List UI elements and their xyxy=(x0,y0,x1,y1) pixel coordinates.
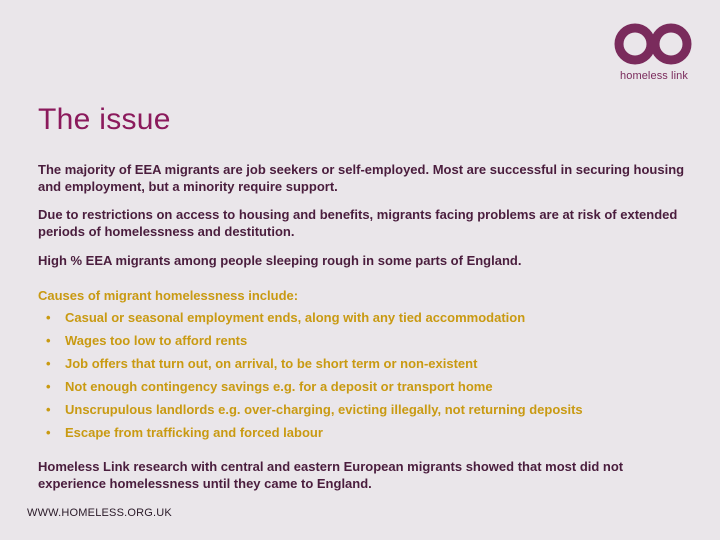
list-item-text: Not enough contingency savings e.g. for a deposit or transport home xyxy=(65,379,493,394)
list-item xyxy=(38,401,688,424)
list-item xyxy=(38,309,688,332)
list-item xyxy=(38,332,688,355)
footer-url[interactable]: WWW.HOMELESS.ORG.UK xyxy=(27,507,172,519)
list-item-text: Wages too low to afford rents xyxy=(65,333,248,348)
causes-heading: Causes of migrant homelessness include: xyxy=(38,288,299,303)
bullet-icon: • xyxy=(46,356,51,371)
page-title: The issue xyxy=(38,103,171,136)
homeless-link-logo xyxy=(612,22,696,84)
bullet-icon: • xyxy=(46,425,51,440)
bullet-icon: • xyxy=(46,379,51,394)
logo-text: homeless link xyxy=(620,70,688,82)
restrictions-paragraph: Due to restrictions on access to housing and benefits, migrants facing problems are at risk of extended periods of homelessness and destitution. xyxy=(38,207,678,239)
list-item xyxy=(38,378,688,401)
list-item-text: Job offers that turn out, on arrival, to be short term or non-existent xyxy=(65,356,478,371)
bullet-icon: • xyxy=(46,402,51,417)
conclusion-paragraph: Homeless Link research with central and eastern European migrants showed that most did not experience homelessness until they came to England. xyxy=(38,459,624,491)
bullet-icon: • xyxy=(46,310,51,325)
list-item-text: Casual or seasonal employment ends, along with any tied accommodation xyxy=(65,310,526,325)
rough-sleeping-paragraph: High % EEA migrants among people sleeping rough in some parts of England. xyxy=(38,253,522,268)
intro-paragraph: The majority of EEA migrants are job seekers or self-employed. Most are successful in securing housing and employment, but a minority require support. xyxy=(38,162,685,194)
logo-infinity-icon xyxy=(614,22,694,68)
list-item-text: Unscrupulous landlords e.g. over-charging, evicting illegally, not returning deposits xyxy=(65,402,583,417)
list-item xyxy=(38,424,688,447)
bullet-icon: • xyxy=(46,333,51,348)
causes-list xyxy=(38,309,688,447)
list-item-text: Escape from trafficking and forced labour xyxy=(65,425,323,440)
list-item xyxy=(38,355,688,378)
